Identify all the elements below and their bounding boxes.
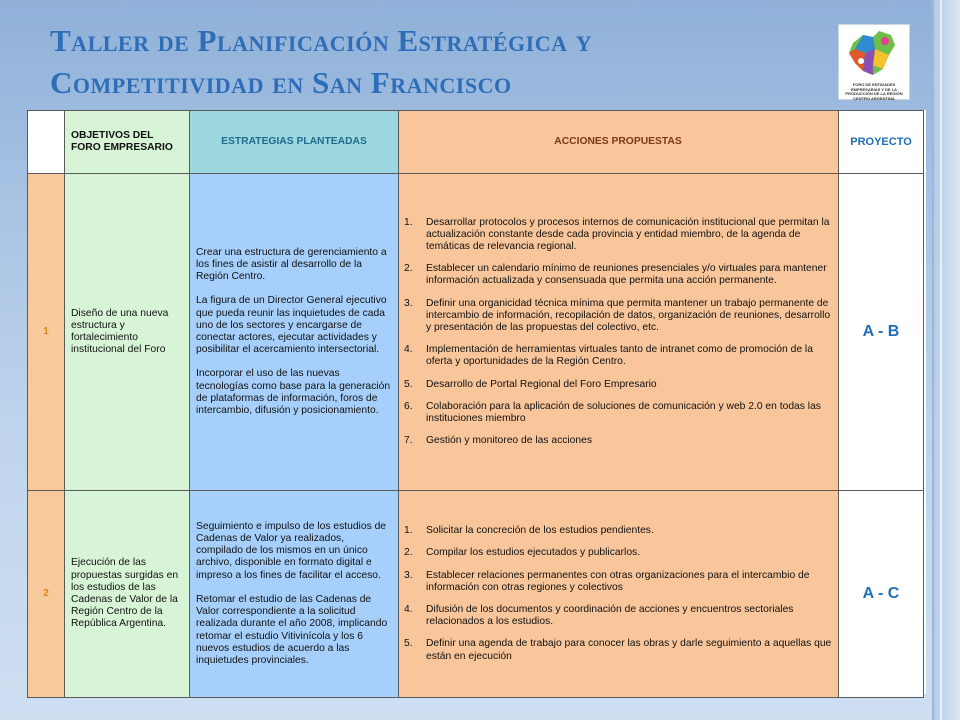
table-row xyxy=(28,491,924,698)
list-item xyxy=(404,604,832,628)
header-acciones xyxy=(399,111,839,174)
list-item-text: Establecer un calendario mínimo de reuniones presenciales y/o virtuales para mantener información actualizada y consensuada que permita una acción permanente. xyxy=(426,263,827,287)
list-item-number: 7. xyxy=(404,435,413,447)
list-item xyxy=(404,263,832,287)
list-item-number: 4. xyxy=(404,344,413,356)
strategy-table-document xyxy=(27,110,926,694)
list-item-text: Definir una agenda de trabajo para conocer las obras y darle seguimiento a aquellas que están en ejecución xyxy=(426,638,832,662)
header-proyecto xyxy=(839,111,924,174)
estrategia-paragraph: Crear una estructura de gerenciamiento a los fines de asistir al desarrollo de la Región Centro. xyxy=(196,246,387,283)
list-item-number: 4. xyxy=(404,604,413,615)
estrategia-paragraph: La figura de un Director General ejecutivo que pueda reunir las inquietudes de cada uno de los sectores y encargarse de conectar actores, ejecutar actividades y posibilitar el acercamiento intersectorial. xyxy=(196,295,387,356)
estrategia-paragraph: Seguimiento e impulso de los estudios de Cadenas de Valor ya realizados, compilado de los mismos en un único archivo, disponible en formato digital e impreso a los fines de facilitar el acceso. xyxy=(196,520,387,581)
strategy-table xyxy=(27,110,924,698)
list-item-text: Establecer relaciones permanentes con otras organizaciones para el intercambio de información con otras regiones y colectivos xyxy=(426,569,810,593)
region-map-icon xyxy=(839,25,909,83)
list-item-number: 5. xyxy=(404,378,413,390)
list-item-text: Difusión de los documentos y coordinación de acciones y encuentros sectoriales relacionados a los estudios. xyxy=(426,604,794,628)
list-item-text: Compilar los estudios ejecutados y publicarlos. xyxy=(426,547,641,559)
list-item-text: Desarrollar protocolos y procesos internos de comunicación institucional que permitan la actualización constante desde cada provincia y entidad miembro, de la agenda de temáticas de relevancia regional. xyxy=(426,216,830,252)
objetivo-text: Diseño de una nueva estructura y fortalecimiento institucional del Foro xyxy=(71,307,169,356)
proyecto-cell: A - B xyxy=(839,174,924,491)
list-item-number: 1. xyxy=(404,525,413,537)
proyecto-cell: A - C xyxy=(839,491,924,698)
estrategias-cell xyxy=(190,491,399,698)
objetivo-text: Ejecución de las propuestas surgidas en los estudios de las Cadenas de Valor de la Región Centro de la República Argentina. xyxy=(71,557,179,630)
list-item-number: 5. xyxy=(404,638,413,650)
header-number-cell xyxy=(28,111,65,174)
estrategia-paragraph: Retomar el estudio de las Cadenas de Valor correspondiente a la solicitud realizada durante el año 2008, implicando retomar el estudio Vitivinícola y los 6 nuevos estudios de acuerdo a las inquietudes provinciales. xyxy=(196,593,388,666)
header-estrategias-label: ESTRATEGIAS PLANTEADAS xyxy=(221,135,367,147)
list-item xyxy=(404,435,832,447)
list-item-text: Solicitar la concreción de los estudios pendientes. xyxy=(426,525,654,537)
list-item-text: Colaboración para la aplicación de soluciones de comunicación y web 2.0 en todas las instituciones miembro xyxy=(426,400,821,425)
objetivo-cell xyxy=(65,491,190,698)
title-line-1: Taller de Planificación Estratégica y xyxy=(50,23,593,58)
foro-logo xyxy=(838,24,910,100)
estrategias-cell xyxy=(190,174,399,491)
acciones-list xyxy=(404,217,832,448)
table-header-row xyxy=(28,111,924,174)
row-number: 2 xyxy=(28,491,65,698)
list-item xyxy=(404,216,832,254)
list-item-number: 3. xyxy=(404,297,413,309)
list-item xyxy=(404,638,832,662)
list-item xyxy=(404,297,832,335)
header-estrategias xyxy=(190,111,399,174)
header-objetivos xyxy=(65,111,190,174)
acciones-cell xyxy=(399,491,839,698)
list-item xyxy=(404,378,832,391)
objetivo-cell xyxy=(65,174,190,491)
list-item xyxy=(404,400,832,425)
row-number: 1 xyxy=(28,174,65,491)
list-item-number: 2. xyxy=(404,263,413,275)
estrategia-paragraph: Incorporar el uso de las nuevas tecnologías como base para la generación de plataformas de información, foros de intercambio, difusión y posicionamiento. xyxy=(196,368,391,417)
list-item-text: Implementación de herramientas virtuales tanto de intranet como de promoción de la oferta y oportunidades de la Región Centro. xyxy=(426,344,813,368)
list-item xyxy=(404,569,832,594)
list-item-text: Desarrollo de Portal Regional del Foro Empresario xyxy=(426,378,657,390)
list-item-number: 2. xyxy=(404,547,413,559)
table-row xyxy=(28,174,924,491)
slide-title xyxy=(50,20,810,104)
slide-right-border xyxy=(932,0,960,720)
acciones-cell xyxy=(399,174,839,491)
list-item xyxy=(404,344,832,368)
header-proyecto-label: PROYECTO xyxy=(850,135,912,148)
list-item xyxy=(404,525,832,537)
list-item-text: Gestión y monitoreo de las acciones xyxy=(426,435,592,447)
title-line-2: Competitividad en San Francisco xyxy=(50,65,512,100)
header-acciones-label: ACCIONES PROPUESTAS xyxy=(554,135,682,147)
header-objetivos-label: OBJETIVOS DEL FORO EMPRESARIO xyxy=(71,129,173,153)
list-item-text: Definir una organicidad técnica mínima que permita mantener un trabajo permanente de intercambio de información, recopilación de datos, organización de reuniones, desarrollo y presentación de las propuestas del colectivo, etc. xyxy=(426,297,831,333)
list-item xyxy=(404,547,832,559)
acciones-list xyxy=(404,525,832,663)
list-item-number: 6. xyxy=(404,400,413,412)
list-item-number: 1. xyxy=(404,216,413,228)
logo-caption: FORO DE ENTIDADES EMPRESARIAS Y DE LA PRODUCCIÓN DE LA REGIÓN CENTRO ARGENTINA xyxy=(845,82,903,101)
list-item-number: 3. xyxy=(404,569,413,581)
